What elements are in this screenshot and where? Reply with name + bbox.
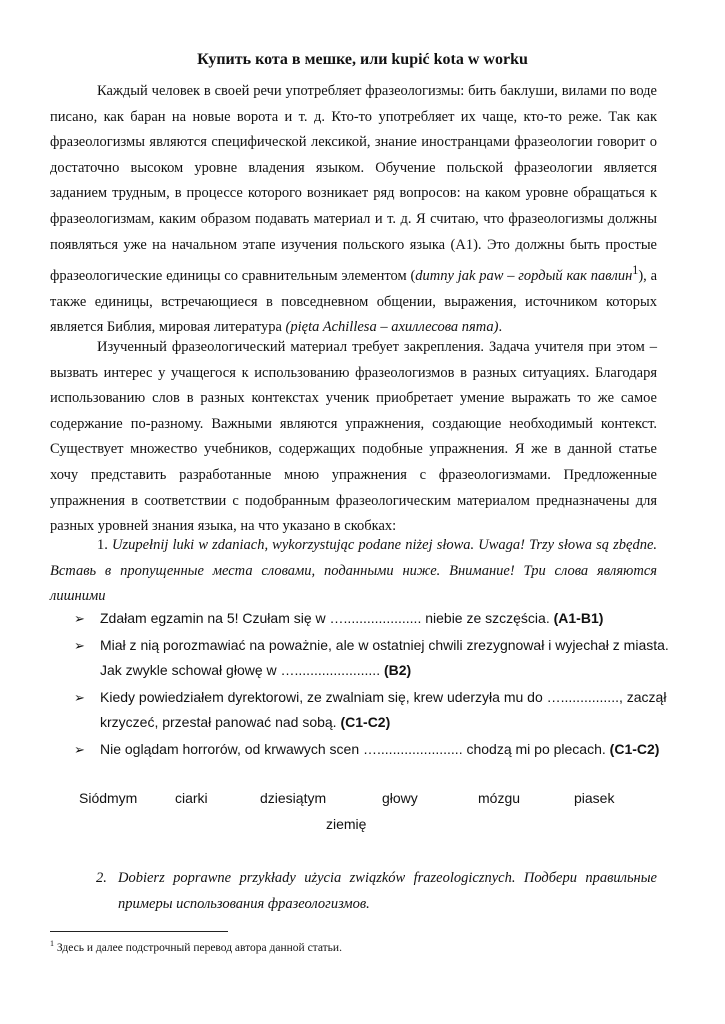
word-bank-item: ciarki: [175, 790, 208, 806]
sentence-text: Nie oglądam horrorów, od krwawych scen …...................... chodzą mi po plecach.: [100, 740, 610, 757]
arrow-bullet-icon: ➢: [74, 637, 85, 653]
arrow-bullet-icon: ➢: [74, 611, 85, 626]
footnote-marker: 1: [50, 939, 54, 948]
word-bank-item: Siódmym: [79, 790, 138, 806]
word-bank-item: dziesiątym: [260, 790, 327, 806]
level-label: (A1-B1): [553, 610, 604, 626]
intro-text: Каждый человек в своей речи употребляет фразеологизмы: бить баклуши, вилами по воде писано, как баран на новые ворота и т. д. Кто-то употребляет их чаще, кто-то реже. Так как фразеологизмы являются специфической лексикой, знание иностранцами фразеологии говорит о достаточно высоком уровне владения языком. Обучение польской фразеологии является заданием трудным, в процессе которого возникает ряд вопросов: на каком уровне обращаться к фразеологизмам, каким образом подавать материал и т. д. Я считаю, что фразеологизмы должны появляться уже на начальном этапе изучения польского языка (A1). Это должны быть простые фразеологические единицы со сравнительным элементом (: [50, 83, 657, 284]
sentence-text: Kiedy powiedziałem dyrektorowi, ze zwalniam się, krew uderzyła mu do …..............., zaczął krzyczeć, przestał panować nad sobą.: [100, 688, 667, 731]
intro-text-continued: ), а также единицы, встречающиеся в повседневном общении, выражения, источником которых является Библия, мировая литература: [50, 267, 658, 336]
exercise-2-instruction: [96, 866, 657, 917]
exercise-1-number: 1.: [97, 537, 108, 553]
list-item: [50, 685, 670, 736]
intro-paragraph: [50, 79, 657, 341]
word-bank-item: mózgu: [478, 790, 521, 806]
footnote-divider: [50, 931, 228, 932]
sentence-text: Zdałam egzamin na 5! Czułam się w ….................... niebie ze szczęścia.: [100, 610, 554, 626]
exercise-1-sentences: [50, 606, 670, 764]
exercise-2-instruction-text: Dobierz poprawne przykłady użycia związków frazeologicznych. Подбери правильные примеры использования фразеологизмов.: [118, 870, 657, 912]
intro-text-end: .: [498, 319, 503, 336]
list-item: [50, 633, 670, 684]
list-item: [50, 606, 670, 632]
list-item: [50, 737, 670, 763]
footnote-text: Здесь и далее подстрочный перевод автора данной статьи.: [54, 941, 342, 954]
method-paragraph: Изученный фразеологический материал требует закрепления. Задача учителя при этом – вызвать интерес у учащегося к использованию фразеологизмов в разных ситуациях. Благодаря использованию слов в разных контекстах ученик приобретает умение выражать то же самое содержание по-разному. Важными являются упражнения, создающие необходимый контекст. Существует множество учебников, содержащих подобные упражнения. Я же в данной статье хочу представить разработанные мною упражнения с фразеологизмами. Предложенные упражнения в соответствии с подобранным фразеологическим материалом предназначены для разных уровней знания языка, на что указано в скобках:: [50, 339, 657, 535]
exercise-2-number: 2.: [96, 870, 107, 886]
word-bank-item: ziemię: [326, 816, 367, 832]
article-title: Купить кота в мешке, или kupić kota w worku: [197, 51, 528, 68]
arrow-bullet-icon: ➢: [74, 689, 85, 705]
level-label: (C1-C2): [340, 714, 391, 731]
word-bank: [0, 787, 725, 847]
footnote: [50, 939, 342, 954]
sentence-text: Miał z nią porozmawiać na poważnie, ale w ostatniej chwili zrezygnował i wyjechał z miasta. Jak zwykle schował głowę w …......................: [100, 636, 669, 679]
arrow-bullet-icon: ➢: [74, 741, 85, 757]
example-dumny-jak-paw: dumny jak paw – гордый как павлин: [415, 267, 633, 284]
example-pieta-achillesa: (pięta Achillesa – ахиллесова пята): [285, 319, 499, 336]
exercise-1-instruction-text: Uzupełnij luki w zdaniach, wykorzystując podane niżej słowa. Uwaga! Trzy słowa są zbędne. Вставь в пропущенные места словами, поданными ниже. Внимание! Три слова являются лишними: [50, 537, 657, 605]
word-bank-item: piasek: [574, 790, 615, 806]
level-label: (C1-C2): [609, 740, 660, 757]
exercise-1-instruction: [50, 533, 657, 610]
word-bank-item: głowy: [382, 790, 418, 806]
level-label: (B2): [383, 662, 412, 679]
footnote-reference: 1: [632, 263, 639, 278]
